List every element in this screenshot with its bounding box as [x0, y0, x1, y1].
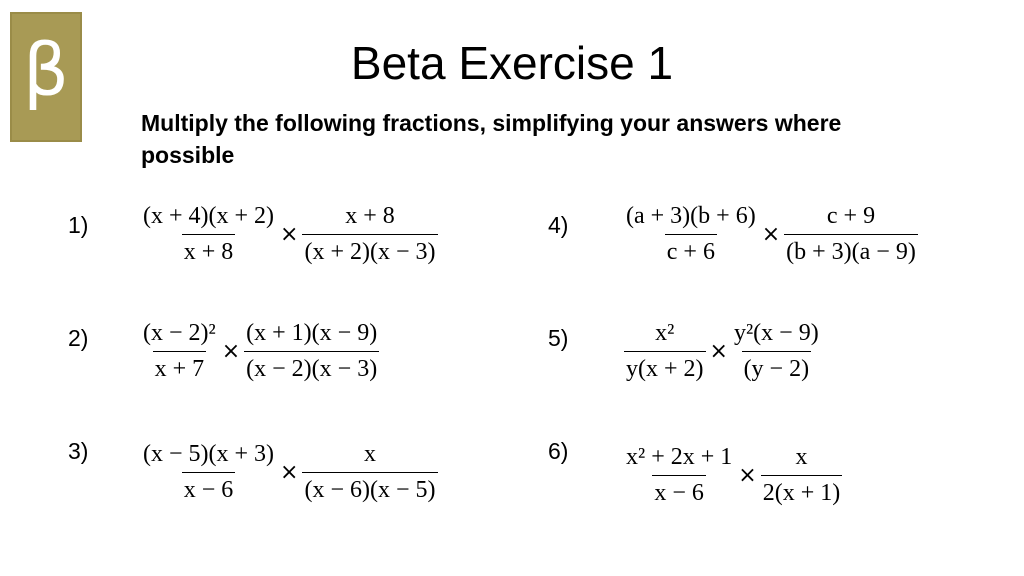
question-3-number: 3) [68, 438, 89, 464]
question-4-number: 4) [548, 212, 569, 238]
question-1-left-fraction [141, 203, 276, 266]
question-5-number: 5) [548, 325, 569, 351]
question-3-left-fraction [141, 441, 276, 504]
question-3-times-sign: × [280, 460, 299, 485]
question-1-expression [141, 203, 438, 266]
question-6-times-sign: × [738, 463, 757, 488]
question-3-left-denominator: x − 6 [182, 472, 236, 504]
question-6-number: 6) [548, 438, 569, 464]
question-6-left-fraction [624, 444, 734, 507]
question-4-right-denominator: (b + 3)(a − 9) [784, 234, 918, 266]
question-2-left-denominator: x + 7 [153, 351, 207, 383]
instruction-text: Multiply the following fractions, simplifying your answers where possible [141, 110, 842, 168]
question-2-number: 2) [68, 325, 89, 351]
question-3-expression [141, 441, 438, 504]
question-1-right-denominator: (x + 2)(x − 3) [302, 234, 437, 266]
question-5-left-numerator: x² [655, 320, 675, 346]
question-5-right-numerator: y²(x − 9) [733, 320, 819, 346]
question-1-right-numerator: x + 8 [345, 203, 395, 229]
question-4-expression [624, 203, 918, 266]
question-1-number: 1) [68, 212, 89, 238]
question-6-expression [624, 444, 842, 507]
question-4-left-numerator: (a + 3)(b + 6) [626, 203, 756, 229]
question-1-left-numerator: (x + 4)(x + 2) [143, 203, 275, 229]
question-5-right-fraction [732, 320, 821, 383]
question-2-right-fraction [244, 320, 379, 383]
question-4-right-fraction [784, 203, 918, 266]
question-6-right-denominator: 2(x + 1) [761, 475, 843, 507]
question-3-right-numerator: x [364, 441, 376, 467]
question-1-times-sign: × [280, 222, 299, 247]
question-2-times-sign: × [221, 339, 241, 364]
question-2-left-fraction [141, 320, 218, 383]
question-4-left-fraction [624, 203, 758, 266]
beta-logo-glyph: β [23, 28, 69, 112]
question-6-left-denominator: x − 6 [652, 475, 706, 507]
question-3-right-denominator: (x − 6)(x − 5) [302, 472, 437, 504]
question-2-right-numerator: (x + 1)(x − 9) [246, 320, 378, 346]
question-6-right-numerator: x [795, 444, 808, 470]
question-2-left-numerator: (x − 2)² [143, 320, 216, 346]
question-5-left-fraction [624, 320, 706, 383]
question-3-left-numerator: (x − 5)(x + 3) [143, 441, 275, 467]
question-5-expression [624, 320, 821, 383]
question-3-right-fraction [302, 441, 437, 504]
question-6-left-numerator: x² + 2x + 1 [626, 444, 733, 470]
page-title: Beta Exercise 1 [350, 37, 674, 89]
question-5-left-denominator: y(x + 2) [624, 351, 706, 383]
question-5-right-denominator: (y − 2) [742, 351, 812, 383]
question-2-right-denominator: (x − 2)(x − 3) [244, 351, 379, 383]
question-4-times-sign: × [761, 222, 781, 247]
question-4-right-numerator: c + 9 [826, 203, 876, 229]
question-1-right-fraction [302, 203, 437, 266]
question-5-times-sign: × [709, 339, 728, 364]
question-4-left-denominator: c + 6 [665, 234, 717, 266]
question-2-expression [141, 320, 379, 383]
question-1-left-denominator: x + 8 [182, 234, 236, 266]
question-6-right-fraction [761, 444, 843, 507]
